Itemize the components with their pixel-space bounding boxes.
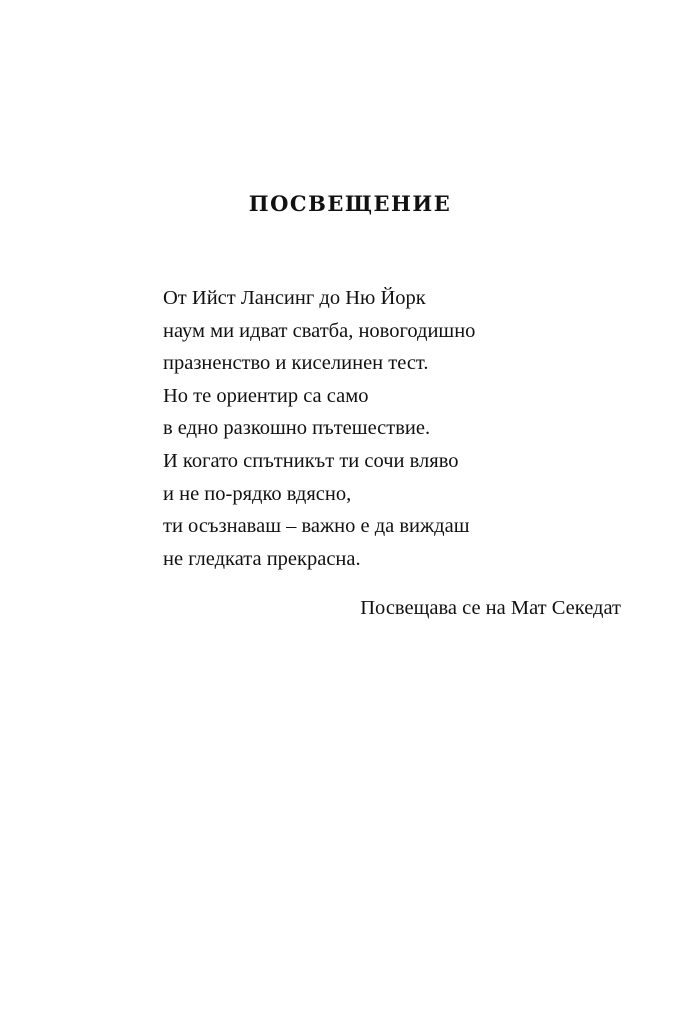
- poem-line: в едно разкошно пътешествие.: [163, 417, 431, 440]
- poem-line: И когато спътникът ти сочи вляво: [163, 449, 459, 472]
- poem-line: не гледката прекрасна.: [163, 547, 361, 570]
- poem-line: празненство и киселинен тест.: [163, 352, 429, 375]
- dedication-line: Посвещава се на Мат Секедат: [360, 597, 621, 619]
- poem-line: наум ми идват сватба, новогодишно: [163, 319, 476, 342]
- page-title: ПОСВЕЩЕНИЕ: [248, 191, 452, 216]
- poem-line: Но те ориентир са само: [163, 384, 369, 407]
- poem-line: От Ийст Лансинг до Ню Йорк: [163, 287, 426, 309]
- poem: [163, 282, 623, 575]
- poem-line: ти осъзнаваш – важно е да виждаш: [163, 515, 470, 538]
- poem-line: и не по-рядко вдясно,: [163, 482, 352, 505]
